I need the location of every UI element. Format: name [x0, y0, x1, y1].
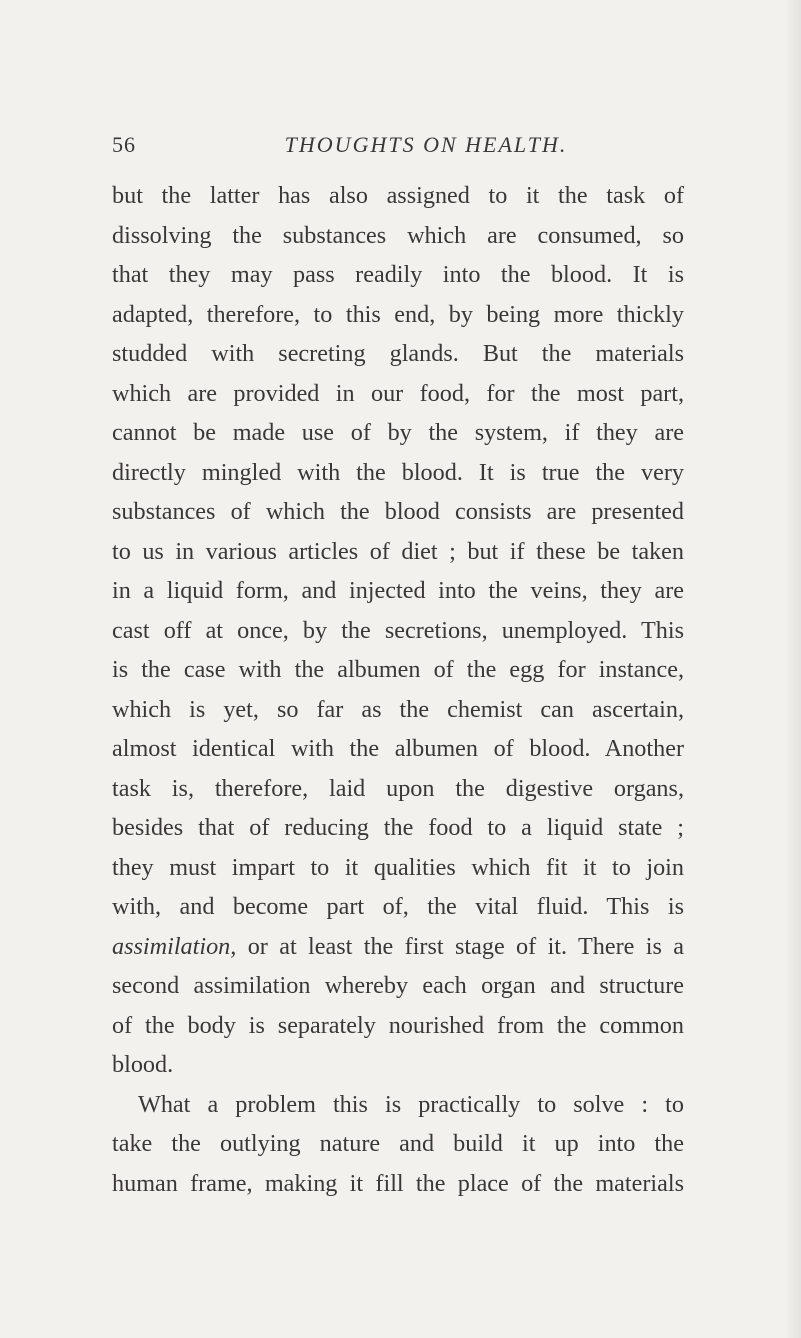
paragraph-line: human frame, making it fill the place of the materials — [112, 1169, 684, 1197]
running-title: THOUGHTS ON HEALTH. — [284, 132, 568, 157]
text-line: besides that of reducing the food to a liquid state ; — [112, 814, 684, 841]
text-line: of the body is separately nourished from the common — [112, 1011, 684, 1039]
text-line: dissolving the substances which are consumed, so — [112, 221, 684, 249]
text-line: which are provided in our food, for the most part, — [112, 379, 684, 407]
text-line-emphasis — [112, 927, 684, 967]
text-line: in a liquid form, and injected into the veins, they are — [112, 577, 684, 604]
text-line: blood. — [112, 1051, 174, 1078]
text-line: to us in various articles of diet ; but if these be taken — [112, 537, 684, 565]
text-line: task is, therefore, laid upon the digestive organs, — [112, 774, 684, 802]
text-line: is the case with the albumen of the egg for instance, — [112, 656, 684, 683]
text-line: they must impart to it qualities which fit it to join — [112, 853, 684, 881]
paragraph-line: What a problem this is practically to solve : to — [138, 1090, 684, 1118]
text-line: but the latter has also assigned to it the task of — [112, 182, 684, 209]
running-head — [112, 132, 682, 166]
text-line: which is yet, so far as the chemist can ascertain, — [112, 695, 684, 723]
text-line: directly mingled with the blood. It is true the very — [112, 458, 684, 486]
text-fragment: or at least the first stage of it. There is a — [236, 932, 684, 960]
text-line: cast off at once, by the secretions, unemployed. This — [112, 616, 684, 644]
paragraph-line: take the outlying nature and build it up into the — [112, 1130, 684, 1157]
text-line: with, and become part of, the vital fluid. This is — [112, 893, 684, 920]
text-line: that they may pass readily into the blood. It is — [112, 261, 684, 288]
text-line: cannot be made use of by the system, if they are — [112, 419, 684, 446]
text-line: almost identical with the albumen of blood. Another — [112, 735, 684, 762]
italic-term: assimilation, — [112, 932, 237, 960]
text-line: studded with secreting glands. But the materials — [112, 340, 684, 367]
page-edge-shadow — [783, 0, 801, 1338]
page-number: 56 — [112, 132, 136, 157]
text-line: substances of which the blood consists are presented — [112, 498, 684, 525]
text-line: adapted, therefore, to this end, by being more thickly — [112, 300, 684, 328]
body-text — [112, 176, 684, 1203]
text-line: second assimilation whereby each organ and structure — [112, 972, 684, 999]
